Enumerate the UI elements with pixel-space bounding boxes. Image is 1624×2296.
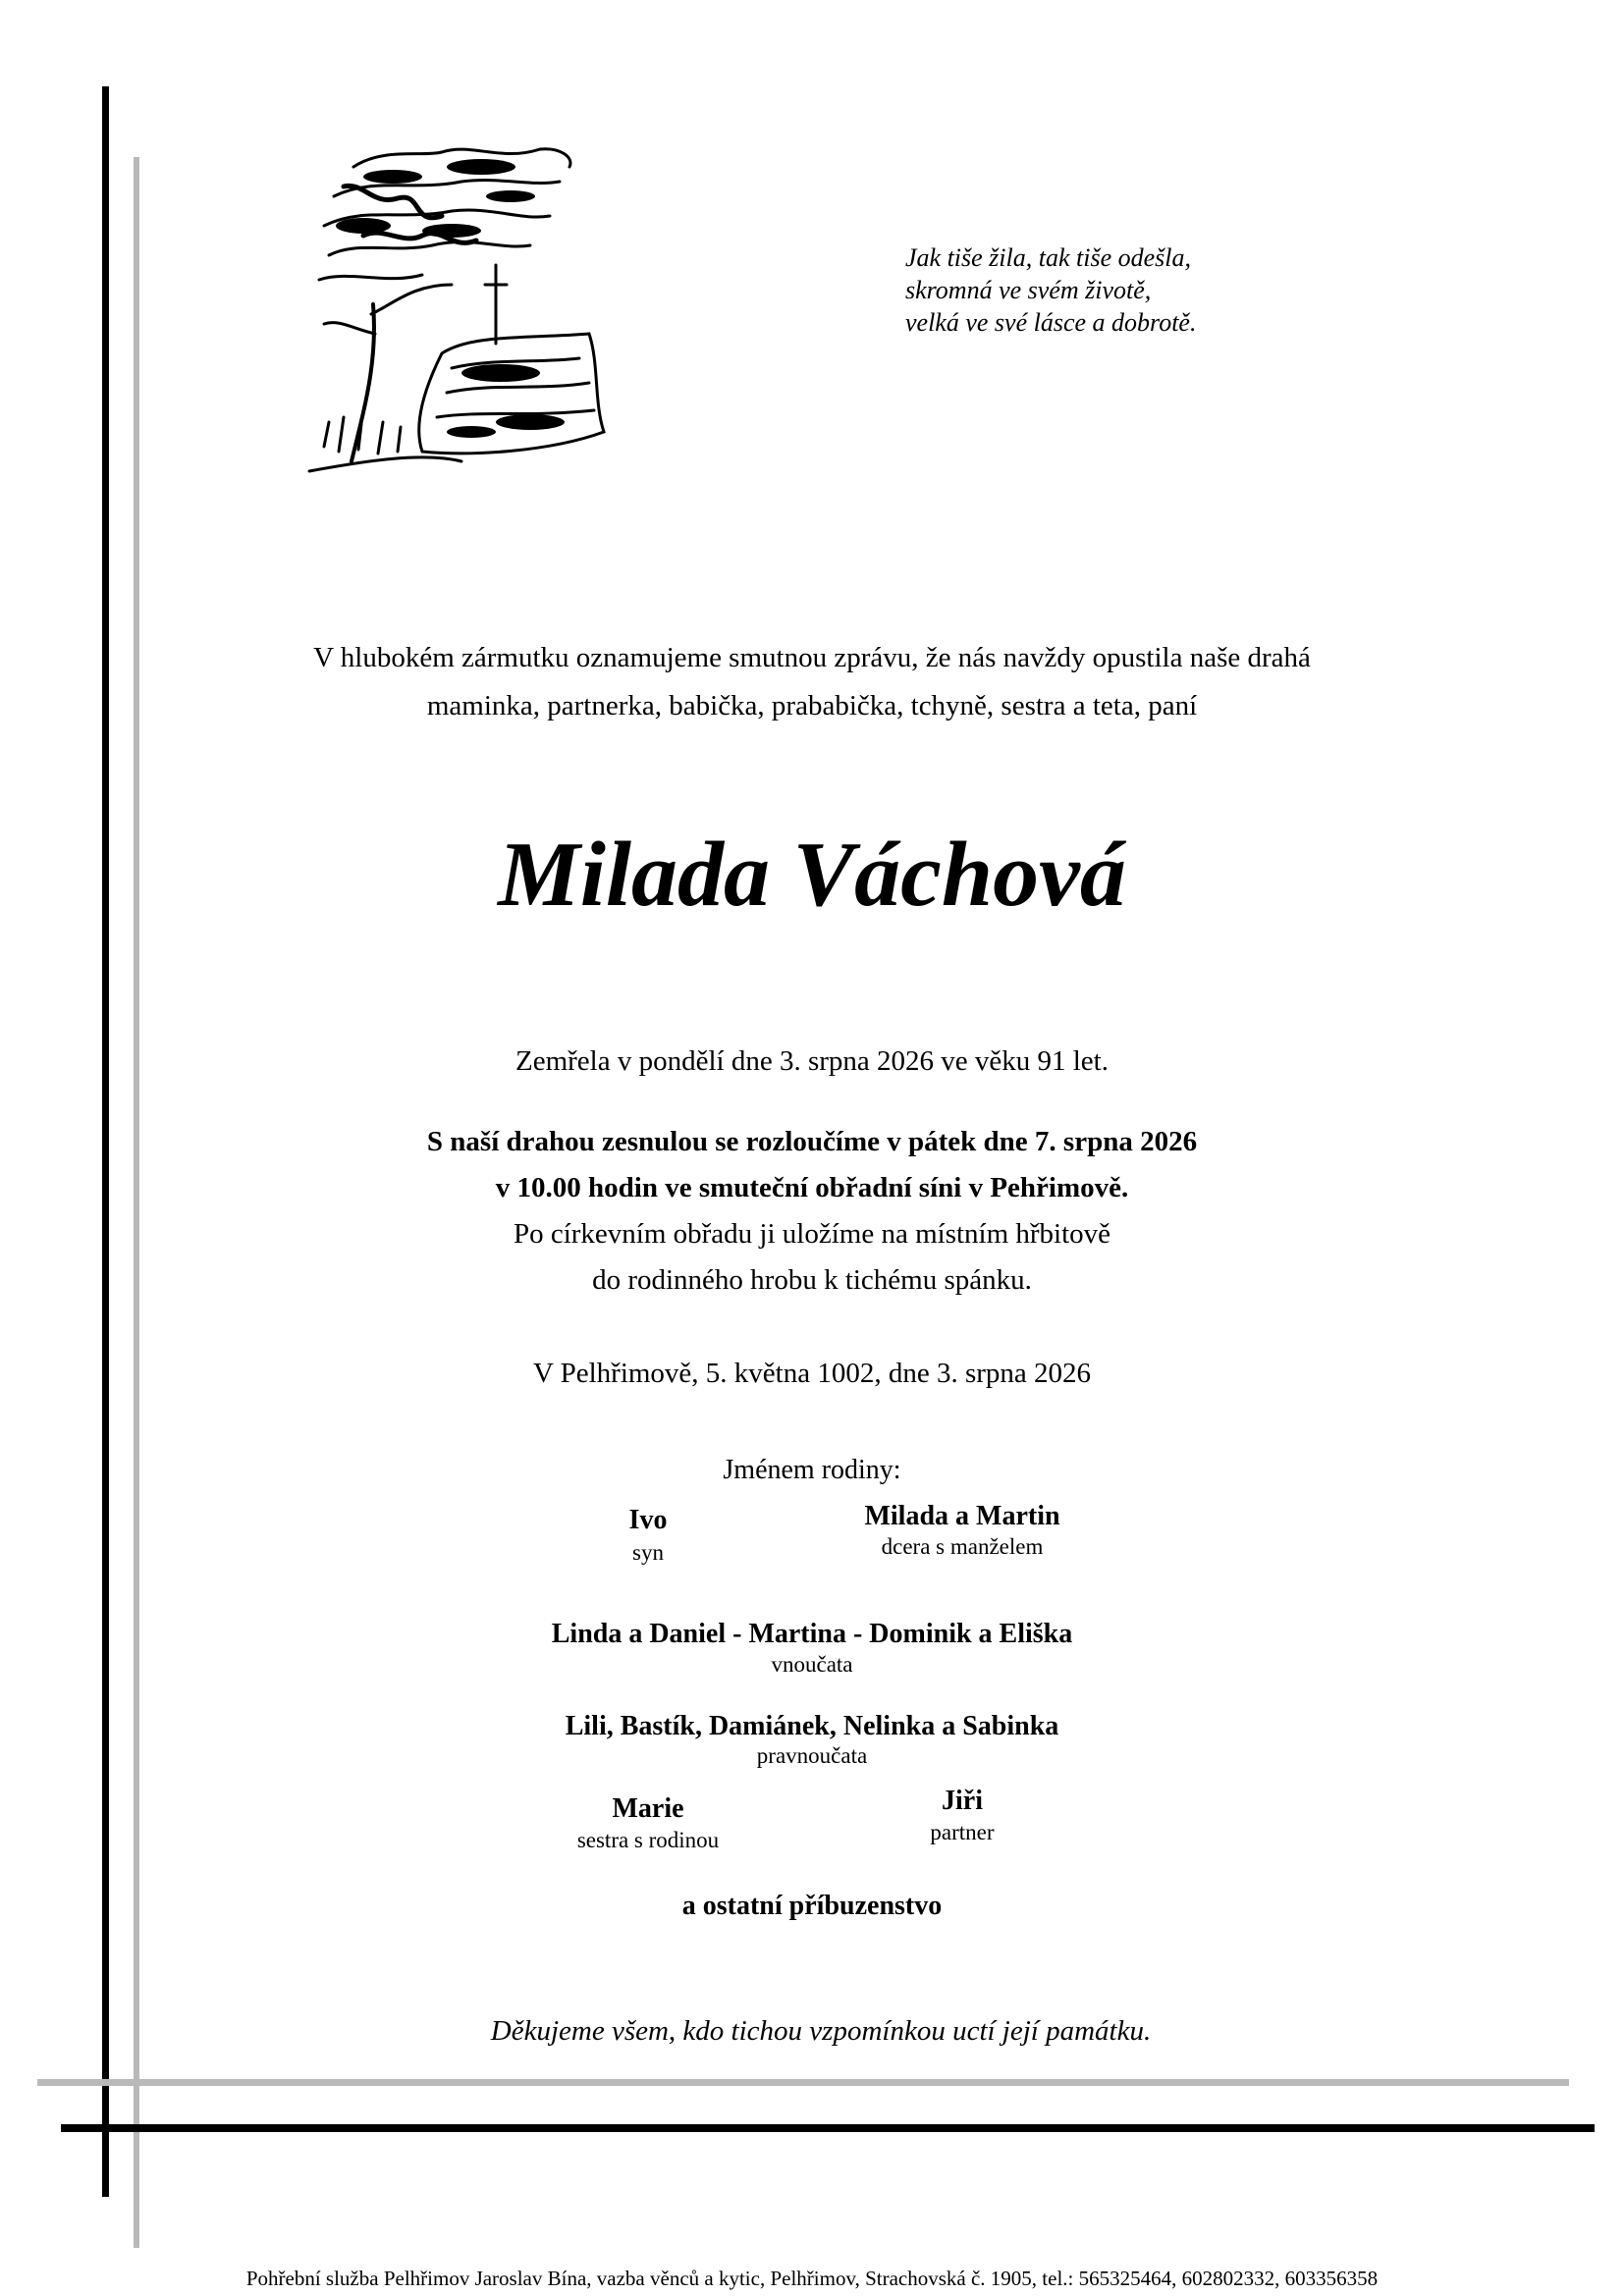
announcement-line: V hlubokém zármutku oznamujeme smutnou zprávu, že nás navždy opustila naše drahá (313, 642, 1311, 673)
family-partner (864, 1785, 1060, 1847)
motto (905, 241, 1196, 339)
family-daughter (815, 1500, 1110, 1561)
farewell-line: Po církevním obřadu ji uložíme na místním hřbitově (513, 1218, 1111, 1250)
frame-line-bottom-black (61, 2124, 1595, 2132)
family-relation: sestra s rodinou (576, 1828, 720, 1852)
thanks: Děkujeme všem, kdo tichou vzpomínkou uctí její památku. (490, 2015, 1152, 2047)
family-relation: pravnoučata (756, 1743, 868, 1768)
family-great-grandchildren (0, 1710, 1624, 1769)
frame-line-bottom-gray (37, 2079, 1569, 2086)
announcement-line: maminka, partnerka, babička, prababička, tchyně, sestra a teta, paní (426, 690, 1198, 721)
family-name: Linda a Daniel - Martina - Dominik a Eliška (551, 1619, 1073, 1649)
family-name: Marie (612, 1793, 684, 1824)
family-name: Lili, Bastík, Damiánek, Nelinka a Sabinka (565, 1711, 1059, 1741)
family-name: Jiři (942, 1786, 983, 1816)
family-name: Milada a Martin (864, 1501, 1060, 1531)
farewell-bold-line: v 10.00 hodin ve smuteční obřadní síni v Pehřimově. (495, 1172, 1129, 1203)
family-grandchildren (0, 1618, 1624, 1679)
family-others: a ostatní příbuzenstvo (681, 1891, 943, 1921)
family-relation: syn (632, 1540, 664, 1565)
footer: Pohřební služba Pelhřimov Jaroslav Bína, vazba věnců a kytic, Pelhřimov, Strachovská č. 1905, tel.: 565325464, 602802332, 603356358 (245, 2267, 1379, 2290)
motto-line: Jak tiše žila, tak tiše odešla, (905, 243, 1192, 272)
family-heading: Jménem rodiny: (723, 1455, 901, 1485)
place-date: V Pelhřimově, 5. května 1002, dne 3. srpna 2026 (532, 1358, 1092, 1389)
family-son (550, 1504, 746, 1569)
announcement (0, 634, 1624, 730)
motto-line: velká ve své lásce a dobrotě. (905, 308, 1197, 337)
farewell-bold-line: S naší drahou zesnulou se rozloučíme v pátek dne 7. srpna 2026 (426, 1126, 1198, 1157)
death-info: Zemřela v pondělí dne 3. srpna 2026 ve věku 91 let. (514, 1045, 1109, 1077)
family-relation: partner (930, 1820, 995, 1844)
farewell (0, 1119, 1624, 1304)
family-name: Ivo (628, 1505, 668, 1535)
family-relation: dcera s manželem (881, 1534, 1044, 1559)
family-relation: vnoučata (771, 1652, 853, 1677)
motto-line: skromná ve svém životě, (905, 276, 1152, 304)
family-sister (530, 1792, 766, 1855)
deceased-name: Milada Váchová (498, 824, 1126, 926)
farewell-line: do rodinného hrobu k tichému spánku. (592, 1264, 1032, 1296)
landscape-illustration (304, 137, 628, 481)
